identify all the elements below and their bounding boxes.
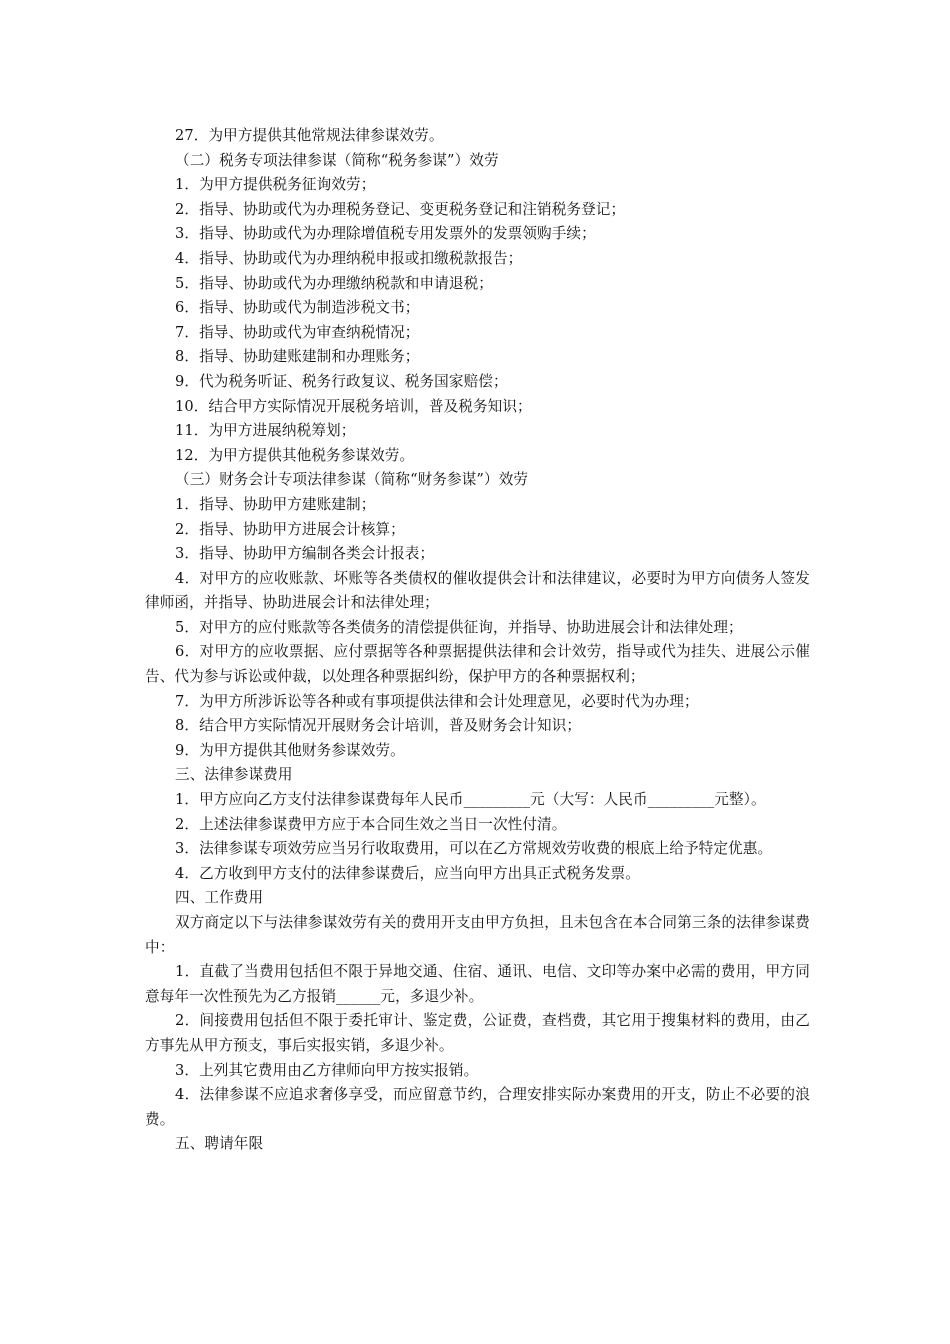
section-5-heading-term: 五、聘请年限 — [175, 1135, 264, 1153]
tax-item-6: 6．指导、协助或代为制造涉税文书； — [175, 299, 420, 317]
section-finance-consultant-heading: （三）财务会计专项法律参谋（简称“财务参谋”）效劳 — [175, 471, 529, 489]
work-expenses-item-3: 3．上列其它费用由乙方律师向甲方按实报销。 — [175, 1061, 479, 1079]
document-body — [145, 124, 810, 1157]
tax-item-4: 4．指导、协助或代为办理纳税申报或扣缴税款报告； — [175, 249, 523, 267]
fees-item-1: 1．甲方应向乙方支付法律参谋费每年人民币_________元（大写：人民币_________元整）。 — [175, 791, 766, 809]
finance-item-8: 8．结合甲方实际情况开展财务会计培训，普及财务会计知识； — [175, 717, 582, 735]
finance-item-7: 7．为甲方所涉诉讼等各种或有事项提供法律和会计处理意见，必要时代为办理； — [175, 692, 699, 710]
finance-item-4: 4．对甲方的应收账款、坏账等各类债权的催收提供会计和法律建议，必要时为甲方向债务人签发律师函，并指导、协助进展会计和法律处理； — [145, 569, 810, 612]
work-expenses-intro: 双方商定以下与法律参谋效劳有关的费用开支由甲方负担，且未包含在本合同第三条的法律参谋费中： — [145, 914, 810, 956]
fees-item-3: 3．法律参谋专项效劳应当另行收取费用，可以在乙方常规效劳收费的根底上给予特定优惠。 — [175, 840, 773, 858]
tax-item-3: 3．指导、协助或代为办理除增值税专用发票外的发票领购手续； — [175, 225, 596, 243]
finance-item-9: 9．为甲方提供其他财务参谋效劳。 — [175, 741, 405, 759]
work-expenses-item-4: 4．法律参谋不应追求奢侈享受，而应留意节约，合理安排实际办案费用的开支，防止不必要的浪费。 — [145, 1086, 810, 1128]
finance-item-1: 1．指导、协助甲方建账建制； — [175, 495, 376, 513]
section-4-heading-work-expenses: 四、工作费用 — [175, 889, 264, 907]
section-3-heading-fees: 三、法律参谋费用 — [175, 766, 293, 784]
fees-item-2: 2．上述法律参谋费甲方应于本合同生效之当日一次性付清。 — [175, 815, 567, 833]
tax-item-8: 8．指导、协助建账建制和办理账务； — [175, 348, 420, 366]
tax-item-1: 1．为甲方提供税务征询效劳； — [175, 176, 376, 194]
finance-item-6: 6．对甲方的应收票据、应付票据等各种票据提供法律和会计效劳，指导或代为挂失、进展公示催告、代为参与诉讼或仲裁，以处理各种票据纠纷，保护甲方的各种票据权利； — [145, 643, 810, 686]
tax-item-10: 10．结合甲方实际情况开展税务培训，普及税务知识； — [175, 397, 532, 415]
finance-item-2: 2．指导、协助甲方进展会计核算； — [175, 520, 405, 538]
paragraph-27-other-services: 27．为甲方提供其他常规法律参谋效劳。 — [175, 127, 444, 144]
section-tax-consultant-heading: （二）税务专项法律参谋（简称“税务参谋”）效劳 — [175, 151, 499, 169]
tax-item-2: 2．指导、协助或代为办理税务登记、变更税务登记和注销税务登记； — [175, 200, 626, 218]
tax-item-7: 7．指导、协助或代为审查纳税情况； — [175, 323, 420, 341]
fees-item-4: 4．乙方收到甲方支付的法律参谋费后，应当向甲方出具正式税务发票。 — [175, 864, 640, 882]
tax-item-5: 5．指导、协助或代为办理缴纳税款和申请退税； — [175, 274, 493, 292]
work-expenses-item-1: 1．直截了当费用包括但不限于异地交通、住宿、通讯、电信、文印等办案中必需的费用，甲方同意每年一次性预先为乙方报销______元，多退少补。 — [145, 963, 810, 1005]
tax-item-9: 9．代为税务听证、税务行政复议、税务国家赔偿； — [175, 372, 508, 390]
work-expenses-item-2: 2．间接费用包括但不限于委托审计、鉴定费，公证费，查档费，其它用于搜集材料的费用，由乙方事先从甲方预支，事后实报实销，多退少补。 — [145, 1012, 810, 1054]
tax-item-11: 11．为甲方进展纳税筹划； — [175, 422, 356, 440]
finance-item-5: 5．对甲方的应付账款等各类债务的清偿提供征询，并指导、协助进展会计和法律处理； — [175, 618, 743, 636]
tax-item-12: 12．为甲方提供其他税务参谋效劳。 — [175, 446, 415, 464]
finance-item-3: 3．指导、协助甲方编制各类会计报表； — [175, 545, 435, 563]
